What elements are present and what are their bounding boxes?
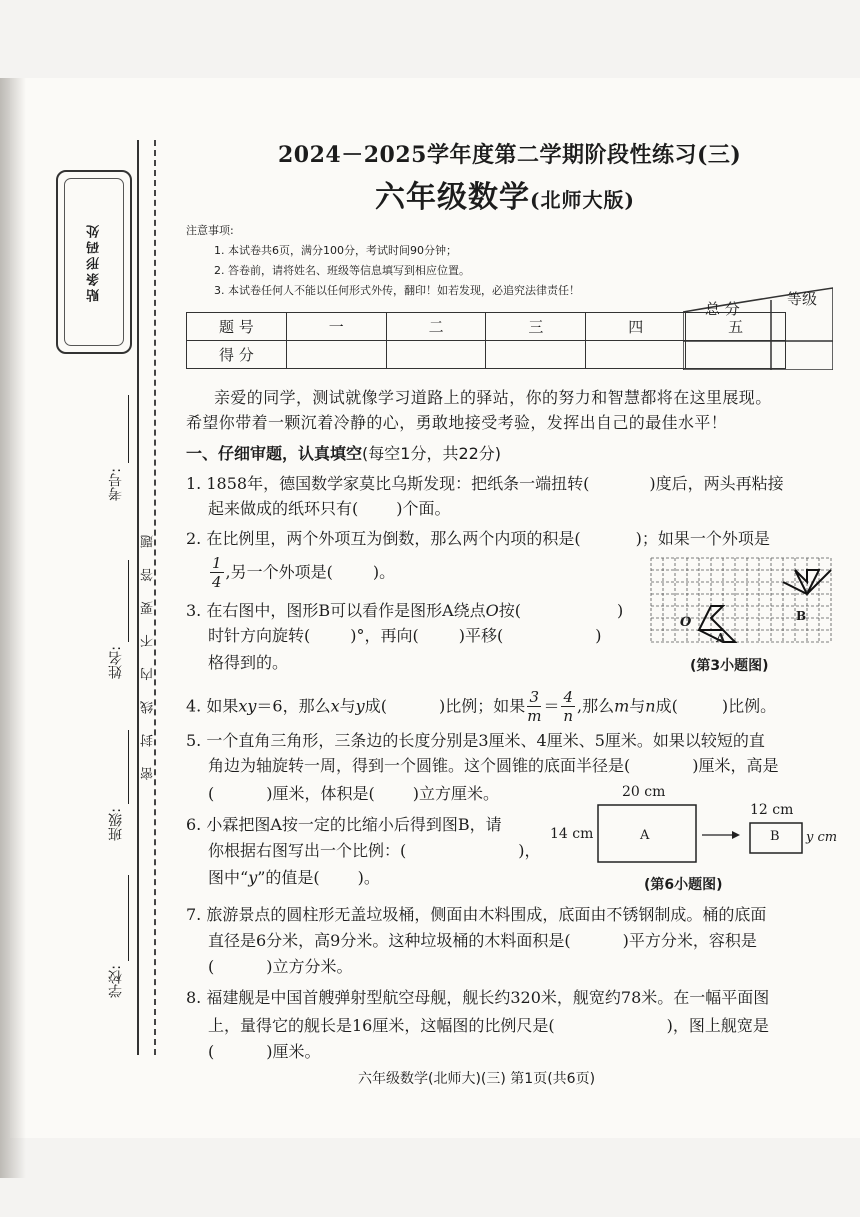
q6-figure xyxy=(550,783,850,873)
question-8-line3 xyxy=(208,1039,321,1062)
exam-title-edition: (北师大版) xyxy=(530,188,635,212)
q-var: y xyxy=(355,696,365,716)
exam-title-main: 六年级数学 xyxy=(375,180,530,215)
q-text: 按( xyxy=(498,601,522,620)
q-text: 与 xyxy=(629,696,646,716)
class-label: 班级: xyxy=(108,808,124,841)
q-text: ＝6，那么 xyxy=(256,696,331,716)
q-var: xy xyxy=(238,696,257,716)
score-cell[interactable] xyxy=(386,341,486,369)
q3-figure xyxy=(646,553,836,653)
greeting-line: 希望你带着一颗沉着冷静的心，勇敢地接受考验，发挥出自己的最佳水平！ xyxy=(186,413,728,432)
fraction-den: n xyxy=(563,707,574,725)
note-item: 2. 答卷前，请将姓名、班级等信息填写到相应位置。 xyxy=(214,264,470,277)
exam-title xyxy=(375,172,635,216)
q-var: n xyxy=(645,696,656,716)
fraction-den: 4 xyxy=(212,573,222,591)
fraction-den: m xyxy=(527,707,542,725)
q-var: x xyxy=(330,696,340,716)
question-3-line1 xyxy=(186,598,623,621)
question-5-line2 xyxy=(208,753,779,776)
question-7-line2 xyxy=(208,928,757,951)
question-7-line1: 7. 旅游景点的圆柱形无盖垃圾桶，侧面由木料围成，底面由不锈钢制成。桶的底面 xyxy=(186,905,767,924)
name-label: 姓名: xyxy=(108,646,124,679)
q-text: )比例；如果 xyxy=(438,696,526,716)
q-text: 角边为轴旋转一周，得到一个圆锥。这个圆锥的底面半径是( xyxy=(208,756,631,775)
barcode-area xyxy=(56,170,132,354)
score-cell[interactable] xyxy=(586,341,686,369)
fig-a-height: 14 cm xyxy=(550,826,594,842)
question-1-line2 xyxy=(208,496,451,519)
score-cell[interactable] xyxy=(486,341,586,369)
question-2-line2 xyxy=(208,556,395,590)
q-text: 时针方向旋转( xyxy=(208,626,311,645)
q-text: 成( xyxy=(655,696,678,716)
question-3-line3: 格得到的。 xyxy=(208,653,289,672)
school-line[interactable] xyxy=(128,875,129,961)
q-text: )，图上舰宽是 xyxy=(666,1016,769,1035)
q-text: )， xyxy=(518,841,541,860)
exam-subtitle: 2024－2025学年度第二学期阶段性练习(三) xyxy=(278,142,742,168)
q-text: 图中“ xyxy=(208,868,249,887)
q-text: )厘米。 xyxy=(266,1042,321,1061)
q-text: ( xyxy=(208,1042,215,1061)
q6-caption: (第6小题图) xyxy=(644,877,723,893)
fig-b-height: y cm xyxy=(806,830,838,845)
q-var: O xyxy=(485,601,499,620)
q-text: )厘米，高是 xyxy=(692,756,779,775)
q-text: ( xyxy=(208,784,215,803)
barcode-label: 贴条形码处 xyxy=(86,222,102,302)
q-text: ) xyxy=(595,626,602,645)
name-line[interactable] xyxy=(128,560,129,642)
q-text: 你根据右图写出一个比例：( xyxy=(208,841,407,860)
q-text: )平方分米，容积是 xyxy=(622,931,757,950)
total-score-label: 总 分 xyxy=(705,300,740,318)
fraction xyxy=(210,556,224,590)
question-1-line1 xyxy=(186,471,784,494)
q-text: 4. 如果 xyxy=(186,696,239,716)
paper-shadow xyxy=(0,78,26,1178)
q-text: ) xyxy=(617,601,624,620)
q-text: ( xyxy=(208,957,215,976)
q-text: )；如果一个外项是 xyxy=(635,529,770,548)
fig-a-label: A xyxy=(640,828,650,843)
class-line[interactable] xyxy=(128,730,129,804)
point-o-label: O xyxy=(680,615,692,630)
school-label: 学校: xyxy=(108,965,124,998)
q-text: )比例。 xyxy=(721,696,777,716)
q-text: 成( xyxy=(364,696,387,716)
q-text: )度后，两头再粘接 xyxy=(649,474,784,493)
fraction xyxy=(561,690,575,724)
q-text: 2. 在比例里，两个外项互为倒数，那么两个内项的积是( xyxy=(186,529,581,548)
fraction-num: 1 xyxy=(212,554,222,572)
q-text: )立方厘米。 xyxy=(412,784,499,803)
question-7-line3 xyxy=(208,954,353,977)
question-3-line2 xyxy=(208,623,602,646)
note-item: 3. 本试卷任何人不能以任何形式外传，翻印！如若发现，必追究法律责任！ xyxy=(214,284,580,297)
greeting-line: 亲爱的同学，测试就像学习道路上的驿站，你的努力和智慧都将在这里展现。 xyxy=(214,388,772,407)
page-footer: 六年级数学(北师大)(三) 第1页(共6页) xyxy=(358,1071,596,1087)
score-col-2: 二 xyxy=(386,313,486,341)
score-row-label: 题 号 xyxy=(187,313,287,341)
fig-a-width: 20 cm xyxy=(622,784,666,800)
section-heading xyxy=(186,441,501,464)
question-4-line1 xyxy=(186,690,776,724)
q-text: )。 xyxy=(372,562,396,582)
fraction-num: 4 xyxy=(563,688,573,706)
q-text: )个面。 xyxy=(396,499,451,518)
q-text: )立方分米。 xyxy=(266,957,353,976)
fig-b-label: B xyxy=(770,829,780,844)
q-text: 与 xyxy=(339,696,356,716)
q-text: 1. 1858年，德国数学家莫比乌斯发现：把纸条一端扭转( xyxy=(186,474,590,493)
q-text: ,另一个外项是( xyxy=(225,562,333,582)
question-6-line2 xyxy=(208,838,541,861)
question-6-line3 xyxy=(208,865,380,888)
q-text: )°，再向( xyxy=(350,626,419,645)
question-5-line1: 5. 一个直角三角形，三条边的长度分别是3厘米、4厘米、5厘米。如果以较短的直 xyxy=(186,731,765,750)
q-text: )平移( xyxy=(458,626,504,645)
q-text: 3. 在右图中，图形B可以看作是图形A绕点 xyxy=(186,601,486,620)
score-col-3: 三 xyxy=(486,313,586,341)
q-var: m xyxy=(614,696,630,716)
notes-heading: 注意事项: xyxy=(186,224,234,237)
fraction-num: 3 xyxy=(527,690,541,707)
question-8-line1: 8. 福建舰是中国首艘弹射型航空母舰，舰长约320米，舰宽约78米。在一幅平面图 xyxy=(186,988,770,1007)
q-text: ,那么 xyxy=(577,696,615,716)
fig-b-width: 12 cm xyxy=(750,802,794,818)
q-text: 起来做成的纸环只有( xyxy=(208,499,359,518)
section-title: 一、仔细审题，认真填空 xyxy=(186,444,363,463)
q-text: )。 xyxy=(357,868,380,887)
q-text: ＝ xyxy=(543,696,560,716)
score-cell[interactable] xyxy=(286,341,386,369)
q3-caption: (第3小题图) xyxy=(690,658,769,674)
exam-no-label: 考号: xyxy=(108,468,124,501)
q-text: 上，量得它的舰长是16厘米，这幅图的比例尺是( xyxy=(208,1016,555,1035)
fraction xyxy=(527,690,541,724)
exam-no-line[interactable] xyxy=(128,395,129,463)
q-text: 直径是6分米，高9分米。这种垃圾桶的木料面积是( xyxy=(208,931,571,950)
question-2-line1 xyxy=(186,526,770,549)
q-text: ”的值是( xyxy=(257,868,320,887)
score-col-4: 四 xyxy=(586,313,686,341)
score-col-5: 五 xyxy=(686,313,786,341)
shape-a-label: A xyxy=(716,631,726,645)
seal-notice: 密 封 线 内 不 要 答 题 xyxy=(141,527,156,780)
grade-label: 等级 xyxy=(787,290,818,308)
q-text: )厘米，体积是( xyxy=(266,784,375,803)
score-total-block xyxy=(683,282,833,370)
question-5-line3 xyxy=(208,781,499,804)
question-8-line2 xyxy=(208,1013,769,1036)
score-row-label: 得 分 xyxy=(187,341,287,369)
score-col-1: 一 xyxy=(286,313,386,341)
note-item: 1. 本试卷共6页，满分100分，考试时间90分钟； xyxy=(214,244,457,257)
question-6-line1: 6. 小霖把图A按一定的比缩小后得到图B，请 xyxy=(186,815,502,834)
section-points: (每空1分，共22分) xyxy=(362,444,502,463)
shape-b-label: B xyxy=(796,609,807,623)
q-var: y xyxy=(248,868,258,887)
